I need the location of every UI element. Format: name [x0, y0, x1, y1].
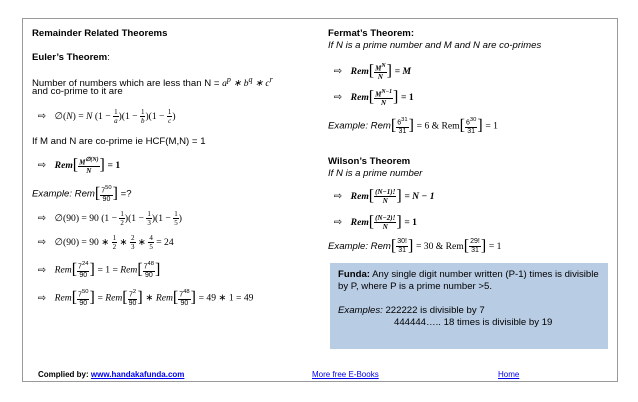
wilson-result-1: ⇨ Rem[ $\frac{(N-1)!}{N}$ ] = N − 1: [328, 188, 435, 205]
euler-heading: Euler’s Theorem:: [32, 52, 110, 63]
phi-90-calc: ⇨ ∅(90) = 90 ∗ $\frac{1}{2}$ ∗ $\frac{2}{3}$ ∗ $\frac{4}{5}$ = 24: [32, 234, 174, 251]
rem-50: ⇨ Rem[ $\frac{7^{50}}{90}$ ] = Rem[ $\frac{7^2}{90}$ ] ∗ Rem[ $\frac{7^{48}}{90}$ ] = 49 ∗ 1 = 49: [32, 288, 253, 308]
arrow-icon: ⇨: [37, 236, 47, 248]
wilson-result-2: ⇨ Rem[ $\frac{(N-2)!}{N}$ ] = 1: [328, 214, 417, 231]
home-link[interactable]: Home: [498, 370, 520, 379]
funda-example-1: Examples: 222222 is divisible by 7: [338, 305, 485, 316]
fermat-result-1: ⇨ Rem[ $\frac{M^N}{N}$ ] = M: [328, 62, 411, 81]
footer-home: [498, 370, 519, 379]
phi-90: ⇨ ∅(90) = 90 (1 − $\frac{1}{2}$ )(1 − $\frac{1}{3}$ )(1 − $\frac{1}{5}$ ): [32, 210, 182, 227]
wilson-title: Wilson’s Theorem: [328, 156, 411, 167]
euler-intro: Number of numbers which are less than $N = a^p$ ∗ $b^q$ ∗ $c^r$: [32, 75, 273, 90]
euler-intro-2: and co-prime to it are: [32, 86, 123, 97]
euler-example: Example: Rem[ $\frac{7^{50}}{90}$ ] =?: [32, 185, 132, 204]
fermat-title: Fermat’s Theorem:: [328, 28, 415, 39]
arrow-icon: ⇨: [37, 160, 47, 172]
footer-credit: Complied by: www.handakafunda.com: [38, 370, 185, 379]
ebooks-link[interactable]: More free E-Books: [312, 370, 379, 379]
arrow-icon: ⇨: [333, 92, 343, 104]
rem-24: ⇨ Rem[ $\frac{7^{24}}{90}$ ] = 1 = Rem[ $\frac{7^{48}}{90}$ ]: [32, 260, 160, 280]
arrow-icon: ⇨: [333, 66, 343, 78]
funda-example-2: 444444….. 18 times is divisible by 19: [394, 317, 553, 328]
euler-result: ⇨ Rem[ $\frac{M^{\emptyset(N)}}{N}$ ] = 1: [32, 156, 120, 175]
right-column: [328, 28, 614, 258]
arrow-icon: ⇨: [37, 292, 47, 304]
wilson-condition: If N is a prime number: [328, 168, 423, 179]
funda-text: Funda: Any single digit number written (P-1) times is divisible by P, where P is a prime number >5.: [338, 269, 599, 292]
footer-ebooks: [312, 370, 379, 379]
arrow-icon: ⇨: [37, 110, 47, 122]
site-link[interactable]: www.handakafunda.com: [90, 370, 185, 379]
phi-formula: ⇨ ∅(N) = N (1 − $\frac{1}{a}$ )(1 − $\frac{1}{b}$ )(1 − $\frac{1}{c}$ ): [32, 108, 176, 125]
coprime-condition: If M and N are co-prime ie HCF(M,N) = 1: [32, 136, 206, 147]
arrow-icon: ⇨: [333, 217, 343, 229]
wilson-example: Example: Rem[ $\frac{30!}{31}$ ] = 30 & Rem[ $\frac{29!}{31}$ ] = 1: [328, 237, 502, 255]
funda-box: [330, 263, 608, 349]
arrow-icon: ⇨: [37, 212, 47, 224]
arrow-icon: ⇨: [37, 264, 47, 276]
fermat-example: Example: Rem[ $\frac{6^{31}}{31}$ ] = 6 & Rem[ $\frac{6^{30}}{31}$ ] = 1: [328, 117, 498, 136]
fermat-condition: If N is a prime number and M and N are co-primes: [328, 40, 542, 51]
fermat-result-2: ⇨ Rem[ $\frac{M^{N-1}}{N}$ ] = 1: [328, 88, 414, 107]
section-title: Remainder Related Theorems: [32, 28, 168, 39]
arrow-icon: ⇨: [333, 191, 343, 203]
left-column: [32, 28, 318, 348]
